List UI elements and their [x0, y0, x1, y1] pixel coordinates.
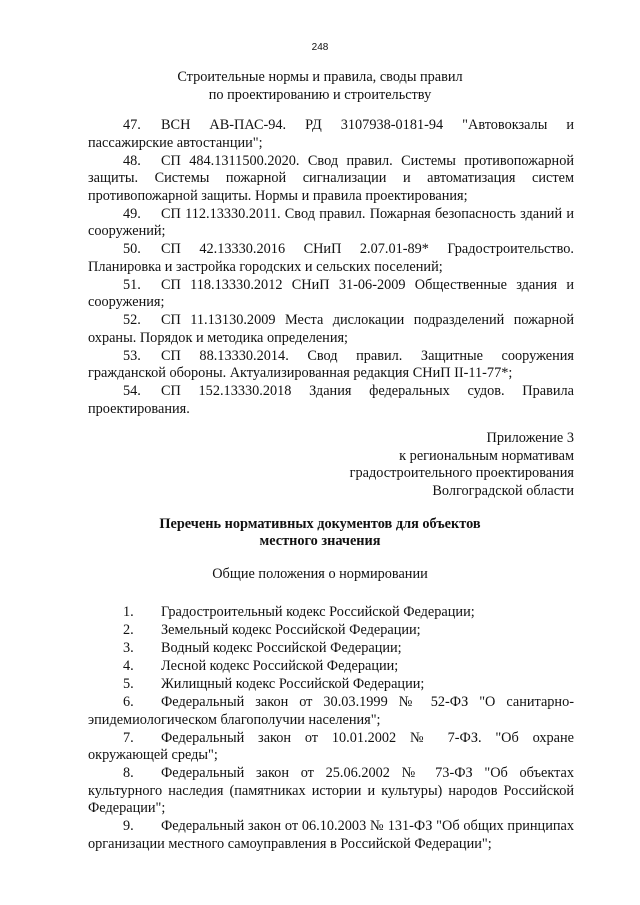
item-number: 1. — [123, 604, 134, 620]
page-number: 248 — [311, 42, 329, 53]
appendix-line-1: Приложение 3 — [486, 430, 574, 446]
item-number: 54. — [123, 383, 141, 399]
item-number: 8. — [123, 765, 134, 781]
document-title-line-2: местного значения — [259, 533, 381, 549]
list-item — [88, 658, 574, 676]
list-item — [88, 694, 574, 729]
item-number: 6. — [123, 694, 134, 710]
appendix-line-2: к региональным нормативам — [399, 447, 574, 464]
item-number: 51. — [123, 276, 141, 293]
item-text: СП 88.13330.2014. Свод правил. Защитные сооружения гражданской обороны. Актуализированная редакция СНиП II-11-77*; — [88, 347, 574, 381]
section-heading-line-2: по проектированию и строительству — [208, 87, 432, 103]
item-text: СП 112.13330.2011. Свод правил. Пожарная безопасность зданий и сооружений; — [88, 205, 574, 239]
list-item — [88, 622, 574, 640]
item-number: 9. — [123, 818, 134, 834]
item-number: 2. — [123, 622, 134, 638]
list-item — [88, 312, 574, 347]
item-text: Земельный кодекс Российской Федерации; — [161, 622, 421, 638]
document-title-line-1: Перечень нормативных документов для объектов — [159, 516, 481, 532]
item-text: Водный кодекс Российской Федерации; — [161, 640, 402, 656]
item-text: СП 42.13330.2016 СНиП 2.07.01-89* Градостроительство. Планировка и застройка городских и сельских поселений; — [88, 241, 574, 275]
list-item — [88, 241, 574, 276]
list-item — [88, 117, 574, 152]
item-text: Федеральный закон от 30.03.1999 № 52-ФЗ "О санитарно-эпидемиологическом благополучии населения"; — [88, 694, 574, 728]
item-number: 5. — [123, 676, 134, 692]
item-text: СП 484.1311500.2020. Свод правил. Системы противопожарной защиты. Системы пожарной сигнализации и автоматизация систем противопожарной защиты. Нормы и правила проектирования; — [88, 152, 574, 204]
list-item — [88, 153, 574, 206]
item-number: 50. — [123, 241, 141, 257]
item-text: Федеральный закон от 25.06.2002 № 73-ФЗ "Об объектах культурного наследия (памятниках истории и культуры) народов Российской Федерации"; — [88, 765, 574, 816]
item-number: 4. — [123, 658, 134, 674]
item-text: Жилищный кодекс Российской Федерации; — [161, 676, 425, 692]
list-item — [88, 676, 574, 694]
appendix-line-3: градостроительного проектирования — [349, 465, 574, 482]
item-number: 49. — [123, 205, 141, 222]
list-item — [88, 765, 574, 818]
item-text: Федеральный закон от 06.10.2003 № 131-ФЗ "Об общих принципах организации местного самоуправления в Российской Федерации"; — [88, 818, 574, 852]
item-number: 47. — [123, 117, 141, 133]
item-number: 7. — [123, 729, 134, 746]
list-item — [88, 383, 574, 418]
list-item — [88, 348, 574, 383]
list-item — [88, 604, 574, 622]
item-number: 3. — [123, 640, 134, 656]
list-item — [88, 206, 574, 241]
appendix-line-4: Волгоградской области — [432, 482, 574, 499]
list-item — [88, 640, 574, 658]
item-text: Градостроительный кодекс Российской Федерации; — [161, 604, 475, 620]
item-text: СП 11.13130.2009 Места дислокации подразделений пожарной охраны. Порядок и методика определения; — [88, 312, 574, 346]
section-heading-line-1: Строительные нормы и правила, своды правил — [177, 69, 463, 85]
item-text: Федеральный закон от 10.01.2002 № 7-ФЗ. "Об охране окружающей среды"; — [88, 729, 574, 763]
subheading: Общие положения о нормировании — [212, 566, 428, 582]
appendix-reference — [274, 430, 574, 500]
section-heading — [0, 68, 640, 104]
item-text: Лесной кодекс Российской Федерации; — [161, 658, 399, 674]
document-title — [0, 516, 640, 550]
item-number: 53. — [123, 347, 141, 364]
item-number: 48. — [123, 152, 141, 169]
list-item — [88, 818, 574, 853]
laws-list — [88, 604, 574, 854]
list-item — [88, 730, 574, 765]
norms-list — [88, 117, 574, 419]
item-text: СП 152.13330.2018 Здания федеральных судов. Правила проектирования. — [88, 383, 574, 417]
item-text: СП 118.13330.2012 СНиП 31-06-2009 Общественные здания и сооружения; — [88, 276, 574, 310]
list-item — [88, 277, 574, 312]
item-number: 52. — [123, 312, 141, 328]
item-text: ВСН АВ-ПАС-94. РД 3107938-0181-94 "Автовокзалы и пассажирские автостанции"; — [88, 117, 574, 151]
